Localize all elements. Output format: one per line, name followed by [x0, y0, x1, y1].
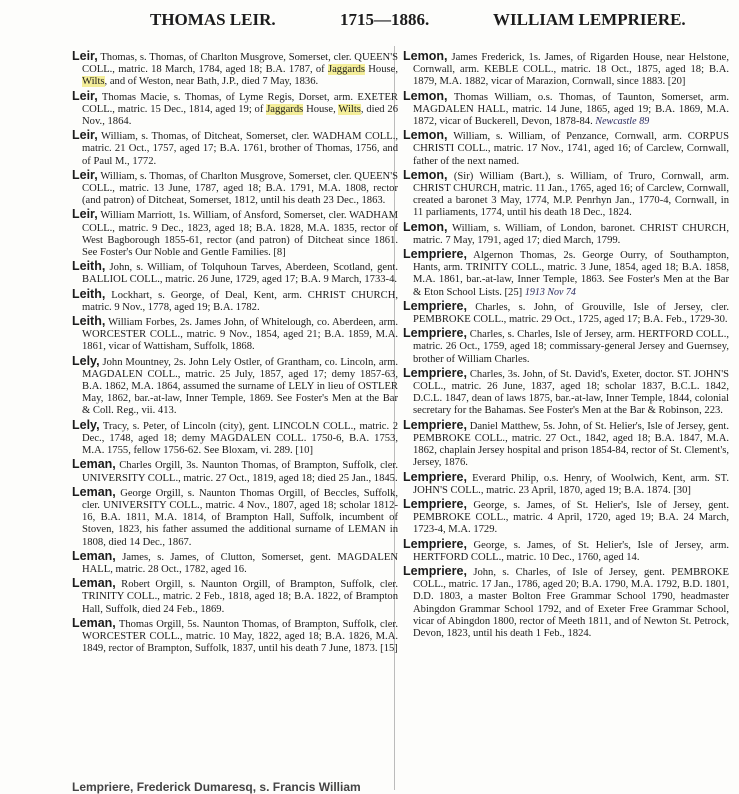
page-header — [0, 6, 739, 32]
entry: Lempriere, George, s. James, of St. Helier's, Isle of Jersey, gent. PEMBROKE COLL., matric. 4 April, 1720, aged 19; B.A. 24 March, 1723-4, M.A. 1729. — [403, 496, 729, 536]
entry: Lemon, James Frederick, 1s. James, of Rigarden House, near Helstone, Cornwall, arm. KEBLE COLL., matric. 18 Oct., 1875, aged 18; B.A. 1879, M.A. 1882, vicar of Marazion, Cornwall, since 1883. [20] — [403, 49, 729, 88]
header-left: THOMAS LEIR. — [150, 10, 276, 29]
left-column — [72, 50, 398, 656]
entry: Lempriere, George, s. James, of St. Helier's, Isle of Jersey, arm. HERTFORD COLL., matric. 10 Dec., 1760, aged 14. — [403, 536, 729, 563]
entry: Leir, Thomas, s. Thomas, of Charlton Musgrove, Somerset, cler. QUEEN'S COLL., matric. 18 March, 1784, aged 18; B.A. 1787, of Jaggards House, Wilts, and of Weston, near Bath, J.P., died 7 May, 1836. — [72, 49, 398, 88]
entry: Lempriere, Algernon Thomas, 2s. George Ourry, of Southampton, Hants, arm. TRINITY COLL., matric. 3 June, 1854, aged 18; B.A. 1858, M.A. 1861, bar.-at-law, Inner Temple, 1863. See Foster's Men at the Bar & Eton School Lists. [25] 1913 Nov 74 — [403, 247, 729, 298]
entry: Leir, William, s. Thomas, of Charlton Musgrove, Somerset, cler. QUEEN'S COLL., matric. 13 June, 1787, aged 18; B.A. 1791, M.A. 1808, rector (and patron) of Ditcheat, Somerset, 1812, until his death 23 Dec., 1863. — [72, 167, 398, 207]
handwritten-note: 1913 Nov 74 — [524, 286, 576, 298]
entry: Leman, George Orgill, s. Naunton Thomas Orgill, of Beccles, Suffolk, cler. UNIVERSITY COLL., matric. 4 Nov., 1807, aged 18; scholar 1812-16, B.A. 1811, M.A. 1814, of Brampton Hall, Suffolk, incumbent of Stoven, 1823, his father assumed the additional surname of LEMAN in 1808, died 14 Dec., 1867. — [72, 484, 398, 548]
entry: Lempriere, John, s. Charles, of Isle of Jersey, gent. PEMBROKE COLL., matric. 17 Jan., 1786, aged 20; B.A. 1790, M.A. 1792, B.D. 1801, D.D. 1803, a master Bolton Free Grammar School 1790, headmaster Abingdon Grammar School 1792, and of Exeter Free Grammar School, vicar of Abingdon 1800, rector of Meeth 1811, and of Newton St. Petrock, Devon, 1823, until his death 1 Feb., 1824. — [403, 563, 729, 639]
entry: Lempriere, Charles, s. Charles, Isle of Jersey, arm. HERTFORD COLL., matric. 26 Oct., 1759, aged 18; commissary-general Jersey and Guernsey, brother of William Charles. — [403, 326, 729, 365]
handwritten-note: 89 — [639, 116, 650, 128]
header-center: 1715—1886. — [340, 10, 430, 29]
entry: Leman, Thomas Orgill, 5s. Naunton Thomas, of Brampton, Suffolk, cler. WORCESTER COLL., matric. 10 May, 1822, aged 18; B.A. 1826, M.A. 1849, rector of Brampton, Suffolk, 1837, until his death 7 June, 1873. [15] — [72, 615, 398, 655]
entry: Lely, John Mountney, 2s. John Lely Ostler, of Grantham, co. Lincoln, arm. MAGDALEN COLL., matric. 25 July, 1857, aged 17; demy 1857-63, B.A. 1862, M.A. 1864, assumed the surname of LELY in lieu of OSTLER May, 1862, bar.-at-law, Inner Temple, 1869. See Foster's Men at the Bar & Coll. Reg., vii. 413. — [72, 353, 398, 417]
entry: Lemon, William, s. William, of London, baronet. CHRIST CHURCH, matric. 7 May, 1791, aged 17; died March, 1799. — [403, 219, 729, 246]
entry: Leith, John, s. William, of Tolquhoun Tarves, Aberdeen, Scotland, gent. BALLIOL COLL., matric. 26 June, 1729, aged 17; B.A. 9 March, 1733-4. — [72, 259, 399, 286]
entry: Lempriere, Charles, s. John, of Grouville, Isle of Jersey, cler. PEMBROKE COLL., matric. 29 Oct., 1725, aged 17; B.A. Feb., 1729-30. — [403, 298, 729, 326]
header-right: WILLIAM LEMPRIERE. — [493, 10, 686, 29]
entry: Leir, William Marriott, 1s. William, of Ansford, Somerset, cler. WADHAM COLL., matric. 9 Dec., 1823, aged 18; B.A. 1828, M.A. 1835, rector of West Bagborough 1855-61, rector (and patron) of Ditcheat since 1861. See Foster's Our Noble and Gentle Families. [8] — [72, 207, 398, 259]
entry: Leir, Thomas Macie, s. Thomas, of Lyme Regis, Dorset, arm. EXETER COLL., matric. 15 Dec., 1814, aged 19; of Jaggards House, Wilts, died 26 Nov., 1864. — [72, 88, 398, 128]
entry: Lemon, (Sir) William (Bart.), s. William, of Truro, Cornwall, arm. CHRIST CHURCH, matric. 11 Jan., 1765, aged 16; of Carclew, Cornwall, created a baronet 3 May, 1774, M.P. Penrhyn Jan., 1770-4, Cornwall, in 11 parliaments, 1774, until his death 18 Dec., 1824. — [403, 167, 729, 219]
entry: Leman, James, s. James, of Clutton, Somerset, gent. MAGDALEN HALL, matric. 28 Oct., 1782, aged 16. — [72, 548, 398, 575]
entry: Lempriere, Everard Philip, o.s. Henry, of Woolwich, Kent, arm. ST. JOHN'S COLL., matric. 23 April, 1870, aged 19; B.A. 1874. [30] — [403, 469, 729, 496]
entry: Lempriere, Charles, 3s. John, of St. David's, Exeter, doctor. ST. JOHN'S COLL., matric. 26 June, 1837, aged 18; scholar 1837, B.C.L. 1842, D.C.L. 1847, dean of laws 1875, bar.-at-law, Inner Temple, 1844, colonial secretary for the Bahamas. See Foster's Men at the Bar & Robinson, 223. — [403, 365, 729, 417]
entry: Leith, William Forbes, 2s. James John, of Whitelough, co. Aberdeen, arm. WORCESTER COLL., matric. 9 Nov., 1854, aged 21; B.A. 1859, M.A. 1861, vicar of Wattisham, Suffolk, 1868. — [72, 314, 398, 353]
entry: Lemon, Thomas William, o.s. Thomas, of Taunton, Somerset, arm. MAGDALEN HALL, matric. 14 June, 1865, aged 19; B.A. 1869, M.A. 1872, vicar of Buckerell, Devon, 1878-84. Newcastle 89 — [403, 88, 729, 128]
entry: Lemon, William, s. William, of Penzance, Cornwall, arm. CORPUS CHRISTI COLL., matric. 17 Nov., 1741, aged 16; of Carclew, Cornwall, father of the next named. — [403, 128, 729, 167]
entry: Leman, Charles Orgill, 3s. Naunton Thomas, of Brampton, Suffolk, cler. UNIVERSITY COLL., matric. 27 Oct., 1819, aged 18; died 25 Jan., 1845. — [72, 457, 399, 484]
entry: Leir, William, s. Thomas, of Ditcheat, Somerset, cler. WADHAM COLL., matric. 21 Oct., 1757, aged 17; B.A. 1761, brother of Thomas, 1756, and of Paul M., 1772. — [72, 128, 398, 167]
handwritten-note: Newcastle — [595, 116, 637, 128]
entry: Lempriere, Daniel Matthew, 5s. John, of St. Helier's, Isle of Jersey, gent. PEMBROKE COLL., matric. 27 Oct., 1842, aged 18; B.A. 1847, M.A. 1862, chaplain Jersey hospital and prison 1854-84, rector of St. Clement's, Jersey, 1876. — [403, 417, 729, 469]
cutoff-line: Lempriere, Frederick Dumaresq, s. Francis William — [72, 780, 361, 794]
entry: Leman, Robert Orgill, s. Naunton Orgill, of Brampton, Suffolk, cler. TRINITY COLL., matric. 2 Feb., 1818, aged 18; B.A. 1822, of Brampton Hall, Suffolk, died 24 Feb., 1869. — [72, 576, 398, 615]
entry: Lely, Tracy, s. Peter, of Lincoln (city), gent. LINCOLN COLL., matric. 2 Dec., 1748, aged 18; demy MAGDALEN COLL. 1750-6, B.A. 1753, M.A. 1755, fellow 1756-62. See Bloxam, vi. 289. [10] — [72, 417, 398, 457]
right-column — [403, 50, 729, 641]
entry: Leith, Lockhart, s. George, of Deal, Kent, arm. CHRIST CHURCH, matric. 9 Nov., 1778, aged 19; B.A. 1782. — [72, 286, 398, 313]
